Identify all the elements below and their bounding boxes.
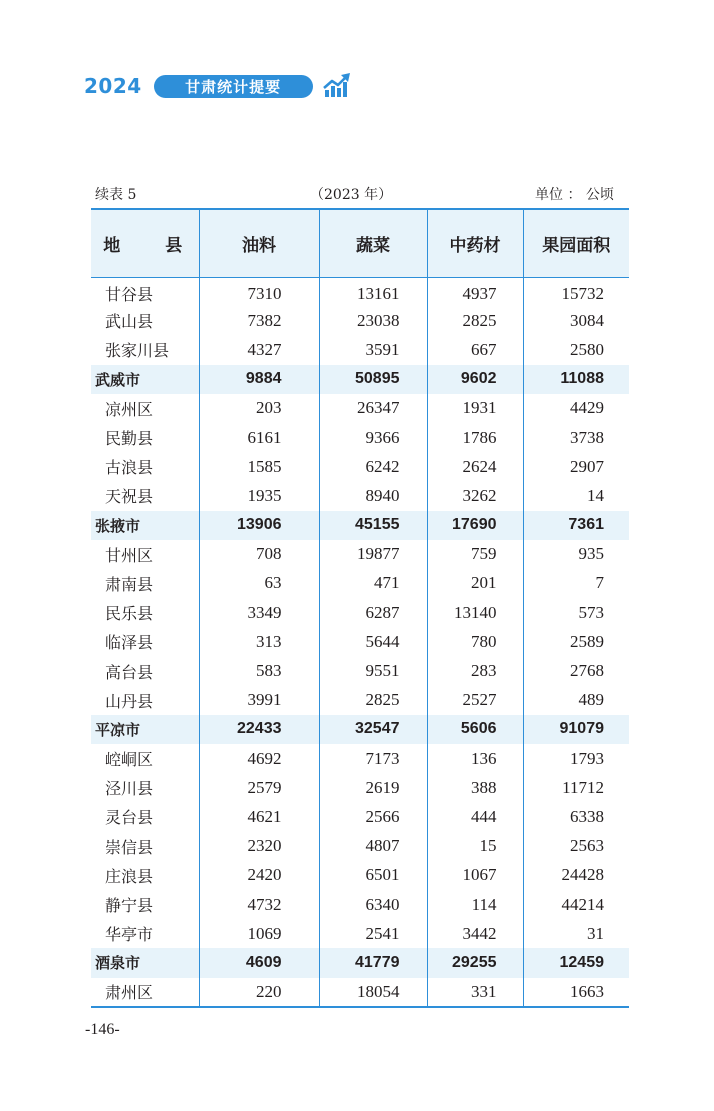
value-cell: 4609: [199, 948, 319, 977]
region-name: 崆峒区: [105, 750, 154, 770]
continued-label: 续表 5: [95, 187, 137, 203]
value-cell: 31: [523, 919, 629, 948]
value-cell: 5644: [319, 627, 427, 656]
table-row: [91, 802, 629, 831]
value-cell: 935: [523, 540, 629, 569]
table-row: [91, 394, 629, 423]
region-name: 张家川县: [105, 341, 170, 361]
value-cell: 583: [199, 656, 319, 685]
value-cell: 780: [427, 627, 523, 656]
value-cell: 13140: [427, 598, 523, 627]
value-cell: 114: [427, 890, 523, 919]
region-name: 华亭市: [105, 925, 154, 945]
table-row: [91, 744, 629, 773]
region-name: 灵台县: [105, 808, 154, 828]
value-cell: 3591: [319, 335, 427, 364]
value-cell: 91079: [523, 715, 629, 744]
value-cell: 11088: [523, 365, 629, 394]
value-cell: 23038: [319, 306, 427, 335]
value-cell: 6340: [319, 890, 427, 919]
city-row: [91, 365, 629, 394]
value-cell: 7: [523, 569, 629, 598]
header-year: 2024: [84, 74, 142, 98]
value-cell: 331: [427, 978, 523, 1007]
region-name: 庄浪县: [105, 866, 154, 886]
table-row: [91, 306, 629, 335]
region-name: 古浪县: [105, 458, 154, 478]
region-name: 临泽县: [105, 633, 154, 653]
value-cell: 2619: [319, 773, 427, 802]
value-cell: 2768: [523, 656, 629, 685]
table-row: [91, 627, 629, 656]
growth-chart-icon: [323, 73, 351, 99]
value-cell: 1069: [199, 919, 319, 948]
table-row: [91, 832, 629, 861]
value-cell: 29255: [427, 948, 523, 977]
region-name: 武威市: [91, 365, 199, 394]
value-cell: 6501: [319, 861, 427, 890]
value-cell: 6338: [523, 802, 629, 831]
page-header: [84, 73, 351, 99]
table-row: [91, 919, 629, 948]
value-cell: 3262: [427, 481, 523, 510]
value-cell: 2580: [523, 335, 629, 364]
table-row: [91, 335, 629, 364]
value-cell: 44214: [523, 890, 629, 919]
region-name: 肃南县: [105, 574, 154, 594]
value-cell: 2825: [319, 686, 427, 715]
table-row: [91, 890, 629, 919]
value-cell: 2563: [523, 832, 629, 861]
value-cell: 1786: [427, 423, 523, 452]
value-cell: 2541: [319, 919, 427, 948]
value-cell: 2624: [427, 452, 523, 481]
table-row: [91, 277, 629, 306]
value-cell: 18054: [319, 978, 427, 1007]
region-name: 凉州区: [105, 399, 154, 419]
table-row: [91, 481, 629, 510]
value-cell: 2527: [427, 686, 523, 715]
region-name: 民勤县: [105, 429, 154, 449]
value-cell: 22433: [199, 715, 319, 744]
value-cell: 7310: [199, 277, 319, 306]
table-row: [91, 423, 629, 452]
column-header-oilseed: 油料: [199, 209, 319, 277]
value-cell: 489: [523, 686, 629, 715]
value-cell: 3991: [199, 686, 319, 715]
value-cell: 50895: [319, 365, 427, 394]
value-cell: 3442: [427, 919, 523, 948]
value-cell: 7361: [523, 511, 629, 540]
value-cell: 201: [427, 569, 523, 598]
value-cell: 203: [199, 394, 319, 423]
value-cell: 6242: [319, 452, 427, 481]
value-cell: 13906: [199, 511, 319, 540]
region-name: 静宁县: [105, 896, 154, 916]
value-cell: 9366: [319, 423, 427, 452]
region-name: 泾川县: [105, 779, 154, 799]
value-cell: 41779: [319, 948, 427, 977]
region-name: 民乐县: [105, 604, 154, 624]
value-cell: 11712: [523, 773, 629, 802]
value-cell: 2420: [199, 861, 319, 890]
value-cell: 444: [427, 802, 523, 831]
value-cell: 12459: [523, 948, 629, 977]
value-cell: 9602: [427, 365, 523, 394]
region-name: 崇信县: [105, 837, 154, 857]
column-header-orchard: 果园面积: [523, 209, 629, 277]
region-name: 甘谷县: [105, 285, 154, 305]
statistics-table: [91, 208, 629, 1008]
value-cell: 220: [199, 978, 319, 1007]
value-cell: 15732: [523, 277, 629, 306]
region-name: 甘州区: [105, 545, 154, 565]
value-cell: 388: [427, 773, 523, 802]
city-row: [91, 948, 629, 977]
city-row: [91, 715, 629, 744]
table-row: [91, 452, 629, 481]
region-name: 张掖市: [91, 511, 199, 540]
value-cell: 5606: [427, 715, 523, 744]
table-row: [91, 861, 629, 890]
region-name: 天祝县: [105, 487, 154, 507]
value-cell: 313: [199, 627, 319, 656]
value-cell: 2589: [523, 627, 629, 656]
value-cell: 136: [427, 744, 523, 773]
value-cell: 4937: [427, 277, 523, 306]
region-name: 肃州区: [91, 978, 199, 1007]
table-row: [91, 540, 629, 569]
column-header-vegetables: 蔬菜: [319, 209, 427, 277]
value-cell: 26347: [319, 394, 427, 423]
value-cell: 4692: [199, 744, 319, 773]
table-row: [91, 686, 629, 715]
value-cell: 4732: [199, 890, 319, 919]
value-cell: 1793: [523, 744, 629, 773]
value-cell: 9551: [319, 656, 427, 685]
region-name: 酒泉市: [91, 948, 199, 977]
unit-label: 单位 ： 公顷: [535, 187, 614, 203]
value-cell: 4429: [523, 394, 629, 423]
value-cell: 9884: [199, 365, 319, 394]
table-row: [91, 656, 629, 685]
value-cell: 2907: [523, 452, 629, 481]
region-name: 平凉市: [91, 715, 199, 744]
column-header-region: 地 县: [91, 209, 199, 277]
region-name: 高台县: [105, 662, 154, 682]
value-cell: 8940: [319, 481, 427, 510]
value-cell: 2566: [319, 802, 427, 831]
value-cell: 667: [427, 335, 523, 364]
region-name: 武山县: [105, 312, 154, 332]
city-row: [91, 511, 629, 540]
value-cell: 13161: [319, 277, 427, 306]
column-header-herbs: 中药材: [427, 209, 523, 277]
value-cell: 15: [427, 832, 523, 861]
value-cell: 759: [427, 540, 523, 569]
value-cell: 3738: [523, 423, 629, 452]
value-cell: 4807: [319, 832, 427, 861]
value-cell: 4327: [199, 335, 319, 364]
page-number: -146-: [85, 1021, 120, 1038]
value-cell: 4621: [199, 802, 319, 831]
value-cell: 24428: [523, 861, 629, 890]
value-cell: 7173: [319, 744, 427, 773]
value-cell: 3349: [199, 598, 319, 627]
value-cell: 2579: [199, 773, 319, 802]
value-cell: 32547: [319, 715, 427, 744]
year-note: （2023 年）: [310, 187, 393, 203]
value-cell: 63: [199, 569, 319, 598]
value-cell: 7382: [199, 306, 319, 335]
value-cell: 6287: [319, 598, 427, 627]
value-cell: 573: [523, 598, 629, 627]
value-cell: 3084: [523, 306, 629, 335]
value-cell: 17690: [427, 511, 523, 540]
value-cell: 1663: [523, 978, 629, 1007]
table-row: [91, 978, 629, 1007]
table-header-row: [91, 209, 629, 277]
value-cell: 6161: [199, 423, 319, 452]
value-cell: 2825: [427, 306, 523, 335]
table-row: [91, 598, 629, 627]
table-body: [91, 277, 629, 1007]
value-cell: 2320: [199, 832, 319, 861]
value-cell: 1931: [427, 394, 523, 423]
value-cell: 45155: [319, 511, 427, 540]
table-row: [91, 773, 629, 802]
value-cell: 708: [199, 540, 319, 569]
value-cell: 471: [319, 569, 427, 598]
table-row: [91, 569, 629, 598]
header-title: 甘肃统计提要: [154, 75, 313, 98]
value-cell: 283: [427, 656, 523, 685]
value-cell: 1935: [199, 481, 319, 510]
region-name: 山丹县: [105, 691, 154, 711]
value-cell: 14: [523, 481, 629, 510]
value-cell: 19877: [319, 540, 427, 569]
value-cell: 1067: [427, 861, 523, 890]
value-cell: 1585: [199, 452, 319, 481]
